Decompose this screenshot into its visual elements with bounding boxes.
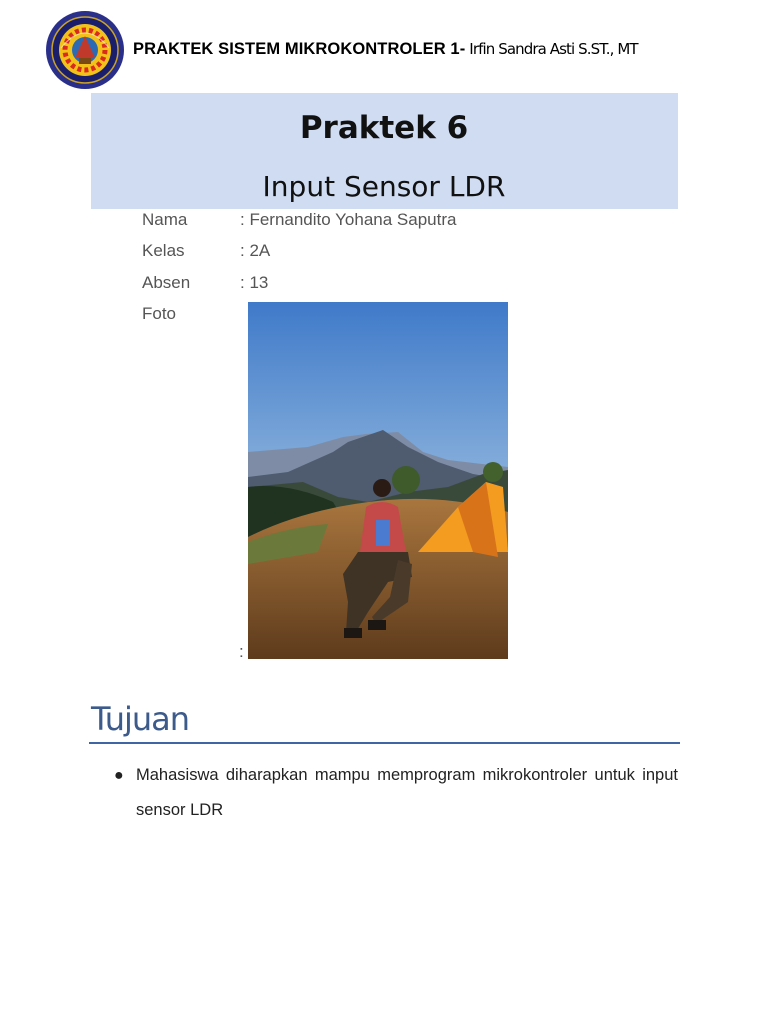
info-value: : 2A [240, 241, 271, 260]
foto-colon: : [239, 642, 244, 661]
page-header [133, 40, 638, 59]
info-label: Foto [142, 304, 177, 323]
page-subtitle: Input Sensor LDR [262, 170, 506, 203]
header-author: Irfin Sandra Asti S.ST., MT [469, 40, 638, 58]
bullet-icon: ● [114, 767, 124, 784]
student-photo [248, 302, 508, 659]
info-row-absen [142, 273, 268, 293]
header-course: PRAKTEK SISTEM MIKROKONTROLER 1- [133, 40, 466, 58]
info-label: Nama [142, 210, 188, 229]
page-title: Praktek 6 [299, 110, 469, 146]
info-value: : 13 [240, 273, 269, 292]
section-divider [89, 742, 680, 744]
info-label: Kelas [142, 241, 185, 260]
info-value: : Fernandito Yohana Saputra [240, 210, 457, 229]
info-row-foto [142, 304, 240, 324]
polinema-logo-icon [45, 10, 125, 90]
objective-list [110, 758, 678, 828]
info-row-kelas [142, 241, 270, 261]
info-label: Absen [142, 273, 191, 292]
section-heading: Tujuan [91, 700, 190, 738]
list-item [110, 758, 678, 828]
info-row-nama [142, 210, 456, 230]
bullet-text: Mahasiswa diharapkan mampu memprogram mikrokontroler untuk input sensor LDR [136, 766, 678, 819]
